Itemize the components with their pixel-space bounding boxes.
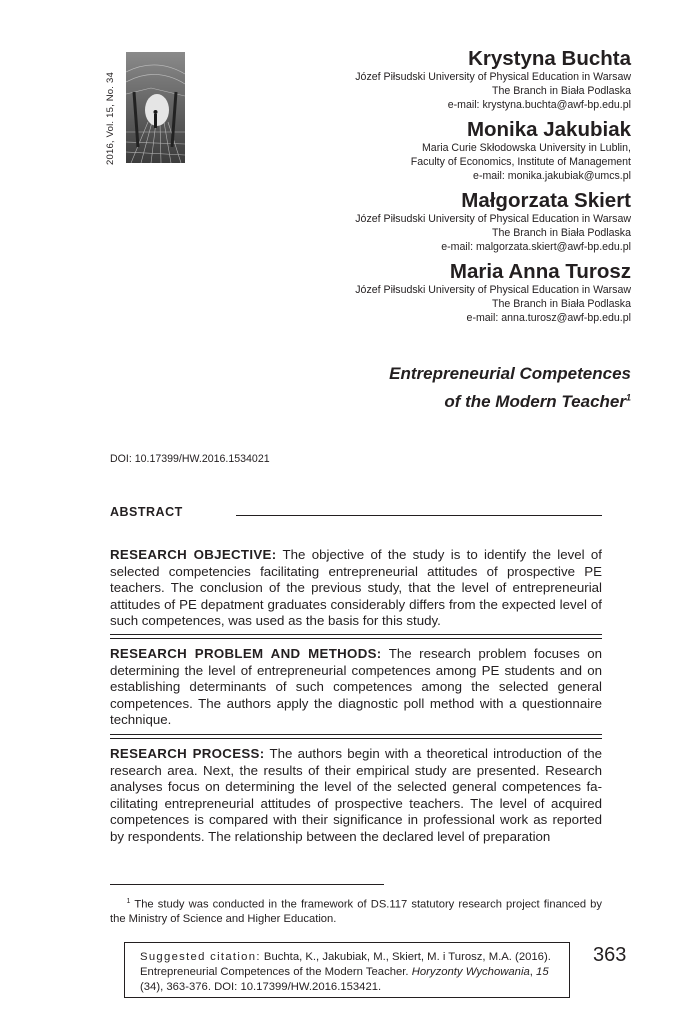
author-affiliation: Faculty of Economics, Institute of Management: [410, 156, 631, 168]
article-title: [251, 360, 631, 416]
author-entry: [271, 261, 631, 325]
author-email: e-mail: anna.turosz@awf-bp.edu.pl: [466, 312, 631, 324]
citation-volume: 15: [536, 966, 549, 978]
author-affiliation: The Branch in Biała Podlaska: [492, 85, 631, 97]
author-name: Monika Jakubiak: [466, 118, 631, 141]
author-affiliation: The Branch in Biała Podlaska: [492, 227, 631, 239]
section-heading: RESEARCH PROCESS:: [110, 746, 265, 761]
author-affiliation: Józef Piłsudski University of Physical Education in Warsaw: [355, 71, 631, 83]
section-divider: [110, 734, 602, 739]
journal-volume-info: 2016, Vol. 15, No. 34: [105, 72, 116, 165]
article-doi: DOI: 10.17399/HW.2016.1534021: [110, 453, 270, 465]
abstract-label: ABSTRACT: [110, 505, 183, 519]
section-text: The objective of the study is to identify the level of selected competencies facilitating entrepreneurial attitudes of prospective PE teachers. The conclusion of the previous study, that the level of entrepreneurial attitudes of PE depatment graduates considerably differs from the expected level of such competences, was used as the basis for this study.: [110, 547, 602, 628]
journal-cover-image: [126, 52, 185, 163]
citation-label: Suggested citation:: [140, 951, 261, 963]
abstract-section-objective: [110, 547, 602, 630]
section-divider: [110, 634, 602, 639]
author-affiliation: Józef Piłsudski University of Physical Education in Warsaw: [355, 284, 631, 296]
title-footnote-mark: 1: [625, 392, 631, 403]
citation-comma: ,: [529, 966, 537, 978]
author-email: e-mail: krystyna.buchta@awf-bp.edu.pl: [447, 99, 631, 111]
author-entry: [271, 119, 631, 183]
citation-text-end: (34), 363-376. DOI: 10.17399/HW.2016.153421.: [140, 981, 382, 993]
footnote-mark: 1: [126, 898, 131, 905]
author-entry: [271, 48, 631, 112]
footnote-text: The study was conducted in the framework of DS.117 statutory research project financed by the Ministry of Science and Higher Education.: [110, 898, 602, 926]
section-heading: RESEARCH OBJECTIVE:: [110, 547, 277, 562]
footnote-rule: [110, 884, 384, 885]
section-text: The research problem focuses on determining the level of entrepreneurial competences among PE students and on establishing determinants of such competences among the selected general competences. The authors apply the diagnostic poll method with a questionnaire technique.: [110, 646, 602, 727]
footnote: [110, 895, 602, 927]
author-affiliation: Józef Piłsudski University of Physical Education in Warsaw: [355, 213, 631, 225]
author-name: Małgorzata Skiert: [461, 189, 631, 212]
author-name: Krystyna Buchta: [468, 47, 631, 70]
author-entry: [271, 190, 631, 254]
abstract-rule: [236, 515, 602, 516]
author-name: Maria Anna Turosz: [449, 260, 631, 283]
page-number: 363: [593, 944, 627, 966]
title-line-2: of the Modern Teacher: [444, 392, 626, 411]
suggested-citation-box: [124, 942, 570, 998]
author-email: e-mail: malgorzata.skiert@awf-bp.edu.pl: [441, 241, 631, 253]
section-text: The authors begin with a theoretical introduction of the research area. Next, the results of their empirical study are presented. Research analyses focus on determining the level of the selected general competences facilitating entrepreneurial attitudes of prospective teachers. The level of acquired competences is compared with their significance in professional work as reported by respondents. The relationship between the declared level of preparation: [110, 746, 603, 844]
authors-block: [271, 48, 631, 332]
section-heading: RESEARCH PROBLEM AND METHODS:: [110, 646, 382, 661]
author-affiliation: The Branch in Biała Podlaska: [492, 298, 631, 310]
cover-illustration-icon: [126, 52, 185, 163]
author-email: e-mail: monika.jakubiak@umcs.pl: [473, 170, 631, 182]
title-line-1: Entrepreneurial Competences: [389, 364, 631, 383]
abstract-section-problem-methods: [110, 646, 602, 729]
abstract-section-process: [110, 746, 602, 845]
author-affiliation: Maria Curie Skłodowska University in Lublin,: [421, 142, 631, 154]
citation-journal: Horyzonty Wychowania: [411, 966, 530, 978]
citation-text: Buchta, K., Jakubiak, M., Skiert, M. i Turosz, M.A. (2016). Entrepreneurial Competences of the Modern Teacher.: [140, 951, 551, 978]
